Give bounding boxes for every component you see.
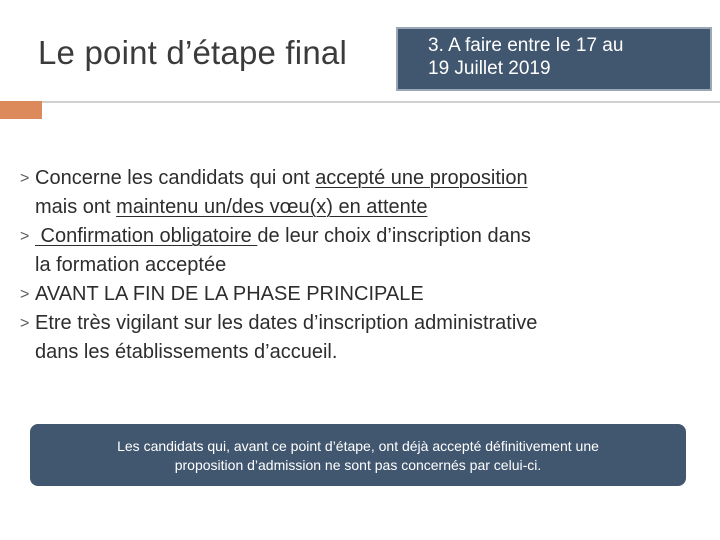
bullet-item — [20, 309, 710, 367]
bullet-text: mais ont — [35, 196, 117, 218]
bullet-list — [20, 164, 710, 367]
title-divider — [42, 101, 720, 103]
bullet-text: de leur choix d’inscription dans — [257, 225, 531, 247]
bullet-underlined-text: maintenu un/des vœu(x) en attente — [116, 196, 428, 218]
date-callout-line-1: 3. A faire entre le 17 au — [428, 35, 624, 56]
bullet-text: AVANT LA FIN DE LA PHASE PRINCIPALE — [35, 283, 424, 305]
title-accent-bar — [0, 101, 42, 119]
info-note-line-1: Les candidats qui, avant ce point d’étape, ont déjà accepté définitivement une — [117, 438, 599, 454]
date-callout-line-2: 19 Juillet 2019 — [428, 58, 551, 79]
bullet-item — [20, 280, 710, 309]
bullet-underlined-text: accepté une proposition — [315, 167, 528, 189]
bullet-arrow-icon: > — [20, 315, 30, 332]
bullet-arrow-icon: > — [20, 286, 30, 303]
info-note-box — [30, 424, 686, 486]
bullet-continuation: dans les établissements d’accueil. — [35, 341, 338, 363]
bullet-arrow-icon: > — [20, 170, 30, 187]
bullet-text: Etre très vigilant sur les dates d’inscription administrative — [35, 312, 538, 334]
date-callout-box — [396, 27, 712, 91]
bullet-underlined-text: Confirmation obligatoire — [35, 225, 258, 247]
slide-title: Le point d’étape final — [38, 34, 347, 71]
info-note-line-2: proposition d’admission ne sont pas concernés par celui-ci. — [174, 457, 542, 473]
bullet-arrow-icon: > — [20, 228, 30, 245]
bullet-continuation — [35, 193, 710, 222]
bullet-item — [20, 222, 710, 280]
bullet-item — [20, 164, 710, 222]
bullet-continuation: la formation acceptée — [35, 254, 227, 276]
bullet-text: Concerne les candidats qui ont — [35, 167, 316, 189]
